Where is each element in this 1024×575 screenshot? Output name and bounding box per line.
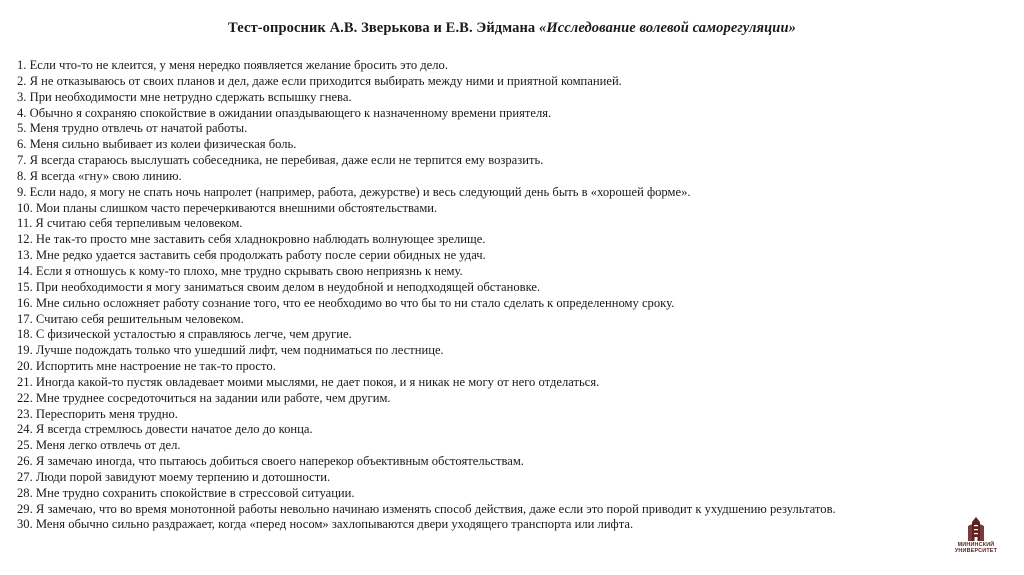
question-item: 19. Лучше подождать только что ушедший лифт, чем подниматься по лестнице. [17, 343, 444, 358]
question-list [17, 58, 1007, 533]
title-text: Тест-опросник А.В. Зверькова и Е.В. Эйдмана [228, 20, 539, 36]
question-item: 27. Люди порой завидуют моему терпению и дотошности. [17, 469, 331, 484]
question-item: 20. Испортить мне настроение не так-то просто. [17, 359, 276, 374]
title-italic-text: «Исследование волевой саморегуляции» [538, 20, 796, 36]
question-item: 10. Мои планы слишком часто перечеркиваются внешними обстоятельствами. [17, 200, 438, 215]
question-item: 2. Я не отказываюсь от своих планов и дел, даже если приходится выбирать между ними и приятной компанией. [17, 73, 622, 88]
question-item: 14. Если я отношусь к кому-то плохо, мне трудно скрывать свою неприязнь к нему. [17, 263, 463, 278]
building-logo-icon [965, 516, 987, 542]
question-item: 21. Иногда какой-то пустяк овладевает моими мыслями, не дает покоя, и я никак не могу от него отделаться. [17, 374, 600, 389]
question-item: 18. С физической усталостью я справляюсь легче, чем другие. [17, 327, 352, 342]
question-item: 9. Если надо, я могу не спать ночь напролет (например, работа, дежурстве) и весь следующий день быть в «хорошей форме». [17, 184, 691, 199]
question-item: 7. Я всегда стараюсь выслушать собеседника, не перебивая, даже если не терпится ему возразить. [17, 153, 544, 168]
question-item: 3. При необходимости мне нетрудно сдержать вспышку гнева. [17, 89, 352, 104]
page-title [0, 19, 1024, 37]
question-item: 25. Меня легко отвлечь от дел. [17, 438, 181, 453]
question-item: 15. При необходимости я могу заниматься своим делом в неудобной и неподходящей обстановке. [17, 279, 541, 294]
question-item: 24. Я всегда стремлюсь довести начатое дело до конца. [17, 422, 313, 437]
question-item: 4. Обычно я сохраняю спокойствие в ожидании опаздывающего к назначенному времени приятеля. [17, 105, 552, 120]
question-item: 26. Я замечаю иногда, что пытаюсь добиться своего наперекор объективным обстоятельствам. [17, 454, 524, 469]
question-item: 5. Меня трудно отвлечь от начатой работы. [17, 121, 248, 136]
question-item: 1. Если что-то не клеится, у меня нередко появляется желание бросить это дело. [17, 58, 449, 72]
university-logo [948, 516, 1004, 566]
logo-line2: УНИВЕРСИТЕТ [954, 548, 998, 554]
question-item: 29. Я замечаю, что во время монотонной работы невольно начинаю изменять способ действия, даже если это порой приводит к ухудшению результатов. [17, 501, 836, 516]
question-item: 30. Меня обычно сильно раздражает, когда «перед носом» захлопываются двери уходящего транспорта или лифта. [17, 517, 634, 532]
question-item: 12. Не так-то просто мне заставить себя хладнокровно наблюдать волнующее зрелище. [17, 232, 486, 247]
question-item: 6. Меня сильно выбивает из колеи физическая боль. [17, 137, 297, 152]
question-item: 23. Переспорить меня трудно. [17, 406, 178, 421]
question-item: 28. Мне трудно сохранить спокойствие в стрессовой ситуации. [17, 485, 355, 500]
question-item: 16. Мне сильно осложняет работу сознание того, что ее необходимо во что бы то ни стало сделать к определенному сроку. [17, 295, 675, 310]
logo-line1: МИНИНСКИЙ [957, 542, 995, 548]
question-item: 11. Я считаю себя терпеливым человеком. [17, 216, 243, 231]
question-item: 8. Я всегда «гну» свою линию. [17, 168, 182, 183]
question-item: 22. Мне труднее сосредоточиться на задании или работе, чем другим. [17, 390, 391, 405]
question-item: 13. Мне редко удается заставить себя продолжать работу после серии обидных не удач. [17, 248, 486, 263]
question-item: 17. Считаю себя решительным человеком. [17, 311, 244, 326]
